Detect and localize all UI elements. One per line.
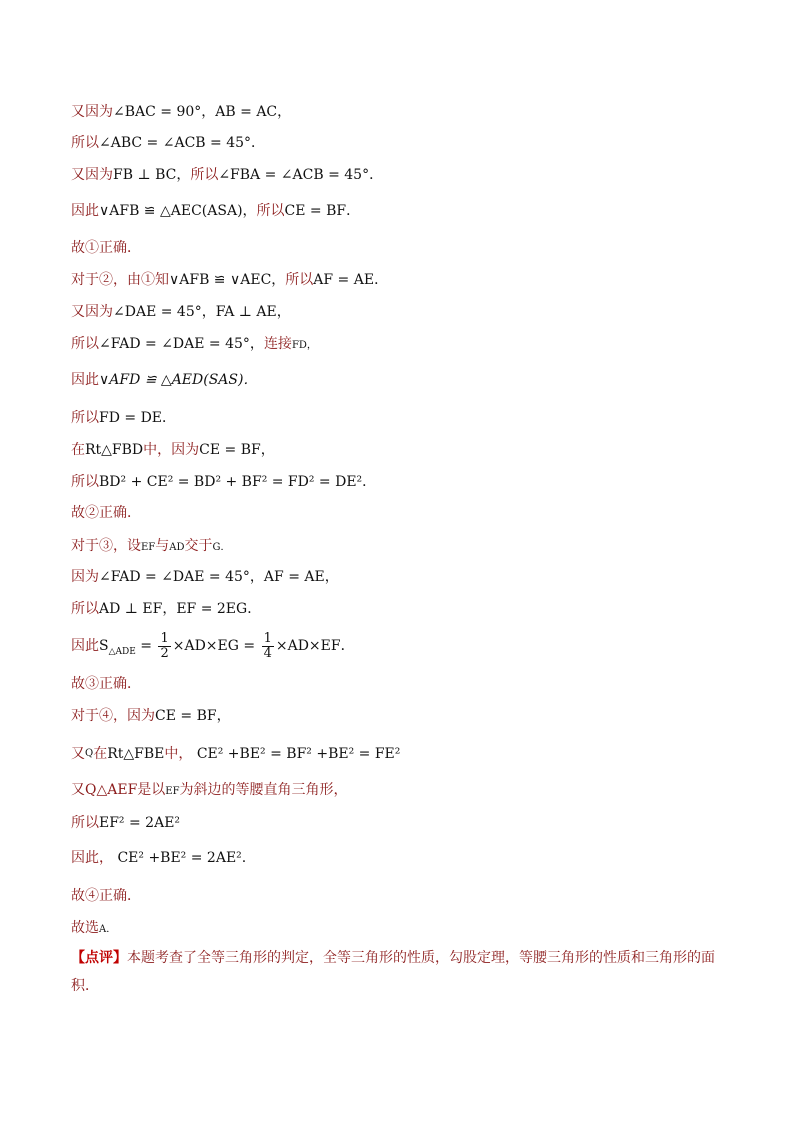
line-6: 对于②，由①知∨AFB ≌ ∨AEC，所以AF = AE． [71,272,389,288]
line-16: 所以AD ⊥ EF，EF = 2EG． [71,601,262,617]
line-7: 又因为∠DAE = 45°，FA ⊥ AE， [71,304,291,320]
fraction-one-half: $\frac{1}{2}$ [160,630,169,661]
fraction-one-quarter: $\frac{1}{4}$ [263,630,272,661]
line-2: 所以∠ABC = ∠ACB = 45°． [71,135,266,151]
line-22: 所以EF² = 2AE² [71,815,181,831]
line-1: 又因为∠BAC = 90°，AB = AC， [71,104,292,120]
line-10: 所以FD = DE． [71,410,177,426]
line-25: 故选A． [71,920,117,936]
line-11: 在Rt△FBD中，因为CE = BF， [71,442,275,458]
line-23: 因此， CE² +BE² = 2AE². [71,850,247,866]
line-9: 因此∨AFD ≌ △AED(SAS)． [71,372,258,388]
line-3: 又因为FB ⊥ BC，所以∠FBA = ∠ACB = 45°． [71,167,384,183]
line-19: 对于④，因为CE = BF， [71,708,231,724]
line-18: 故③正确． [71,676,141,692]
comment-tag: 【点评】 [71,950,127,966]
comment-note [71,944,731,1000]
line-4: 因此∨AFB ≌ △AEC(ASA)，所以CE = BF． [71,203,361,219]
line-14: 对于③，设EF与AD交于G． [71,538,231,554]
line-15: 因为∠FAD = ∠DAE = 45°，AF = AE， [71,569,339,585]
line-21: 又Q△AEF是以EF为斜边的等腰直角三角形， [71,782,348,798]
line-20: 又$^Q$在Rt△FBE中， CE² +BE² = BF² +BE² = FE² [71,746,401,762]
line-12: 所以BD² + CE² = BD² + BF² = FD² = DE²． [71,474,377,490]
line-17-area-formula: 因此$S_{\triangle ADE}$ = $\frac{1}{2}$ ×AD×EG = $\frac{1}{4}$ ×AD×EF． [71,630,355,661]
line-13: 故②正确． [71,505,141,521]
line-24: 故④正确． [71,888,141,904]
line-5: 故①正确． [71,240,141,256]
comment-text: 本题考查了全等三角形的判定，全等三角形的性质，勾股定理，等腰三角形的性质和三角形的面积． [71,950,715,994]
line-8: 所以∠FAD = ∠DAE = 45°，连接FD， [71,336,317,352]
